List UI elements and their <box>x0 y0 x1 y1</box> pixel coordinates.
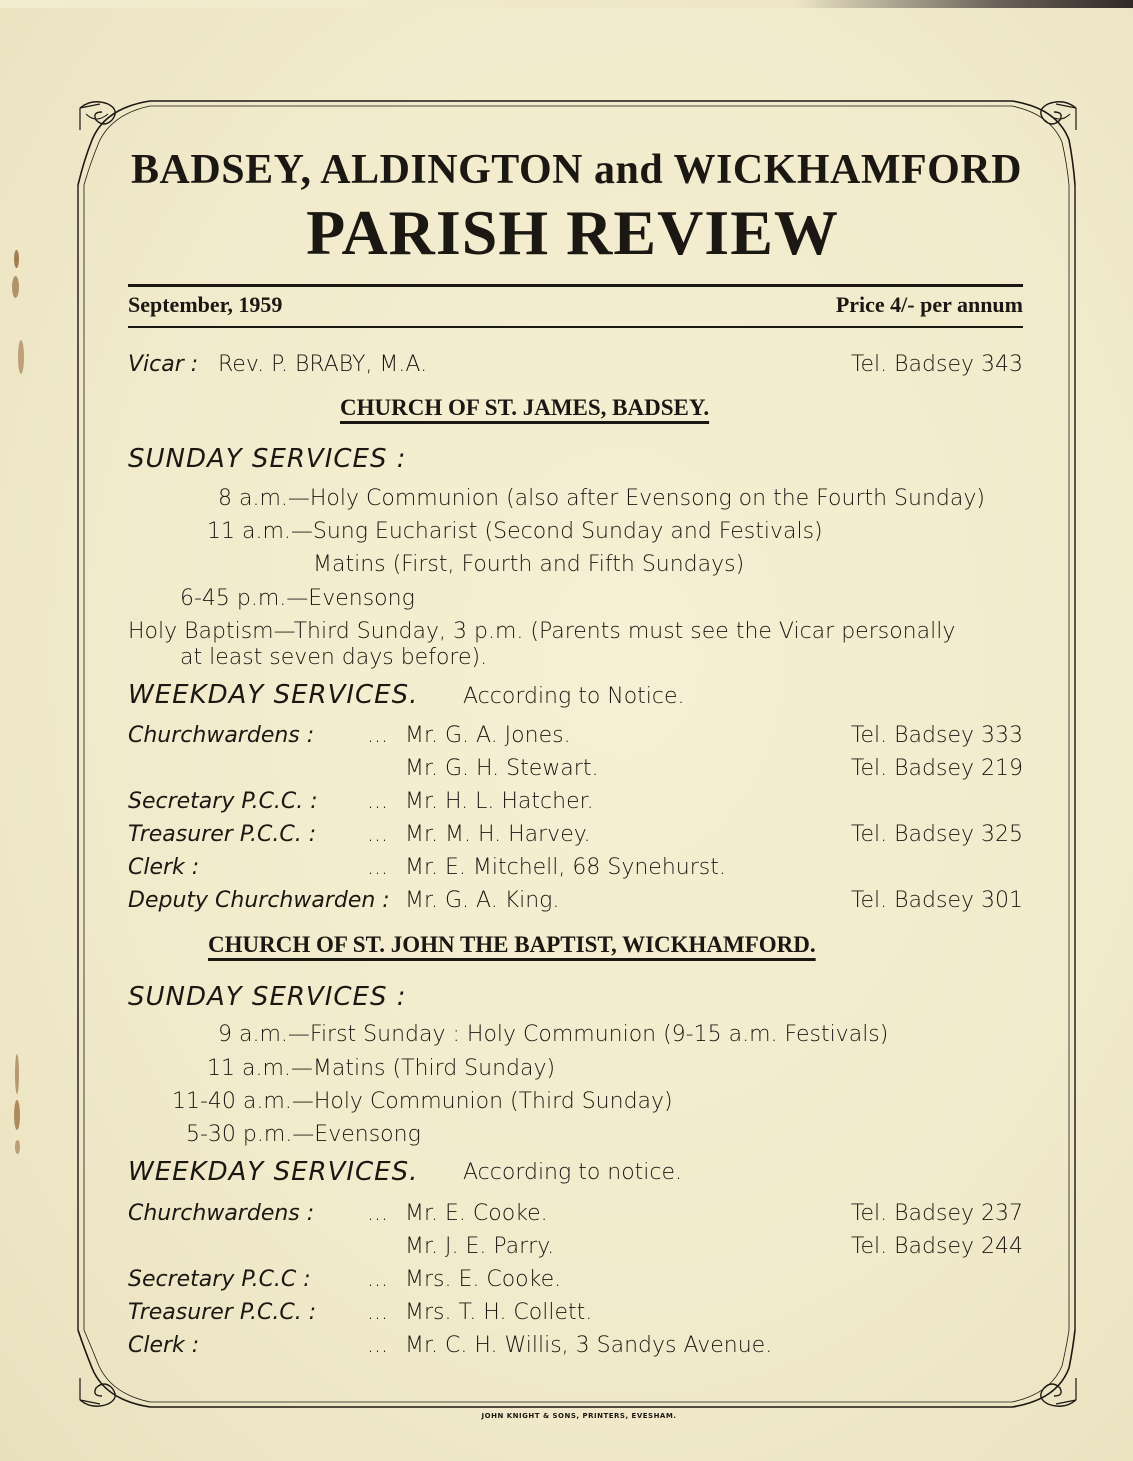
wickhamford-service: 5-30 p.m.—Evensong <box>186 1122 421 1147</box>
officer-role: Treasurer P.C.C. : <box>128 822 317 847</box>
officer-role: Churchwardens : <box>128 1201 315 1226</box>
vicar-name: Rev. P. BRABY, M.A. <box>218 352 428 377</box>
officer-role: Deputy Churchwarden : <box>128 888 390 913</box>
badsey-service: 11 a.m.—Sung Eucharist (Second Sunday and Festivals) <box>207 519 823 544</box>
badsey-service: Matins (First, Fourth and Fifth Sundays) <box>313 552 745 577</box>
officer-role: Secretary P.C.C. : <box>128 789 318 814</box>
officer-role: Secretary P.C.C : <box>128 1267 311 1292</box>
officer-role: Clerk : <box>128 855 200 880</box>
wickhamford-church-heading: CHURCH OF ST. JOHN THE BAPTIST, WICKHAMFORD. <box>208 932 816 957</box>
officer-dots: ... <box>367 822 388 847</box>
officer-name: Mrs. T. H. Collett. <box>405 1300 593 1325</box>
officer-name: Mr. M. H. Harvey. <box>405 822 591 847</box>
officer-tel: Tel. Badsey 325 <box>850 822 1023 847</box>
officer-name: Mr. C. H. Willis, 3 Sandys Avenue. <box>405 1333 773 1358</box>
officer-tel: Tel. Badsey 333 <box>850 723 1023 748</box>
officer-tel: Tel. Badsey 301 <box>850 888 1023 913</box>
officer-name: Mrs. E. Cooke. <box>405 1267 562 1292</box>
officer-name: Mr. J. E. Parry. <box>405 1234 555 1259</box>
badsey-baptism-cont: at least seven days before). <box>180 645 488 670</box>
badsey-weekday-label: WEEKDAY SERVICES. <box>128 680 419 710</box>
printer-credit: JOHN KNIGHT & SONS, PRINTERS, EVESHAM. <box>481 1412 677 1420</box>
date-rule <box>128 326 1023 328</box>
officer-dots: ... <box>367 1267 388 1292</box>
officer-tel: Tel. Badsey 237 <box>850 1201 1023 1226</box>
title-rule <box>128 284 1023 287</box>
badsey-service: 8 a.m.—Holy Communion (also after Evensong on the Fourth Sunday) <box>218 486 985 511</box>
officer-tel: Tel. Badsey 219 <box>850 756 1023 781</box>
badsey-service: 6-45 p.m.—Evensong <box>180 586 415 611</box>
wickhamford-weekday-note: According to notice. <box>463 1160 683 1185</box>
wickhamford-service: 11-40 a.m.—Holy Communion (Third Sunday) <box>172 1089 673 1114</box>
officer-dots: ... <box>367 789 388 814</box>
vicar-label: Vicar : <box>128 352 199 377</box>
officer-name: Mr. G. A. King. <box>405 888 560 913</box>
wickhamford-service: 9 a.m.—First Sunday : Holy Communion (9-15 a.m. Festivals) <box>218 1022 889 1047</box>
officer-role: Clerk : <box>128 1333 200 1358</box>
officer-name: Mr. G. H. Stewart. <box>405 756 599 781</box>
issue-price: Price 4/- per annum <box>835 292 1023 317</box>
officer-role: Churchwardens : <box>128 723 315 748</box>
badsey-church-heading: CHURCH OF ST. JAMES, BADSEY. <box>340 395 710 420</box>
officer-name: Mr. E. Mitchell, 68 Synehurst. <box>405 855 726 880</box>
badsey-sunday-label: SUNDAY SERVICES : <box>128 444 407 474</box>
badsey-weekday-note: According to Notice. <box>463 684 685 709</box>
masthead-subtitle: PARISH REVIEW <box>306 197 839 268</box>
wickhamford-weekday-label: WEEKDAY SERVICES. <box>128 1157 419 1187</box>
officer-name: Mr. G. A. Jones. <box>405 723 571 748</box>
officer-dots: ... <box>367 723 388 748</box>
vicar-tel: Tel. Badsey 343 <box>850 352 1023 377</box>
badsey-baptism: Holy Baptism—Third Sunday, 3 p.m. (Parents must see the Vicar personally <box>128 619 956 644</box>
officer-dots: ... <box>367 1300 388 1325</box>
officer-dots: ... <box>367 1201 388 1226</box>
masthead-title: BADSEY, ALDINGTON and WICKHAMFORD <box>131 147 1022 193</box>
wickhamford-service: 11 a.m.—Matins (Third Sunday) <box>207 1056 556 1081</box>
officer-tel: Tel. Badsey 244 <box>850 1234 1023 1259</box>
officer-dots: ... <box>367 1333 388 1358</box>
officer-dots: ... <box>367 855 388 880</box>
issue-date: September, 1959 <box>128 292 283 317</box>
wickhamford-sunday-label: SUNDAY SERVICES : <box>128 982 407 1012</box>
officer-role: Treasurer P.C.C. : <box>128 1300 317 1325</box>
officer-name: Mr. H. L. Hatcher. <box>405 789 594 814</box>
officer-name: Mr. E. Cooke. <box>405 1201 548 1226</box>
